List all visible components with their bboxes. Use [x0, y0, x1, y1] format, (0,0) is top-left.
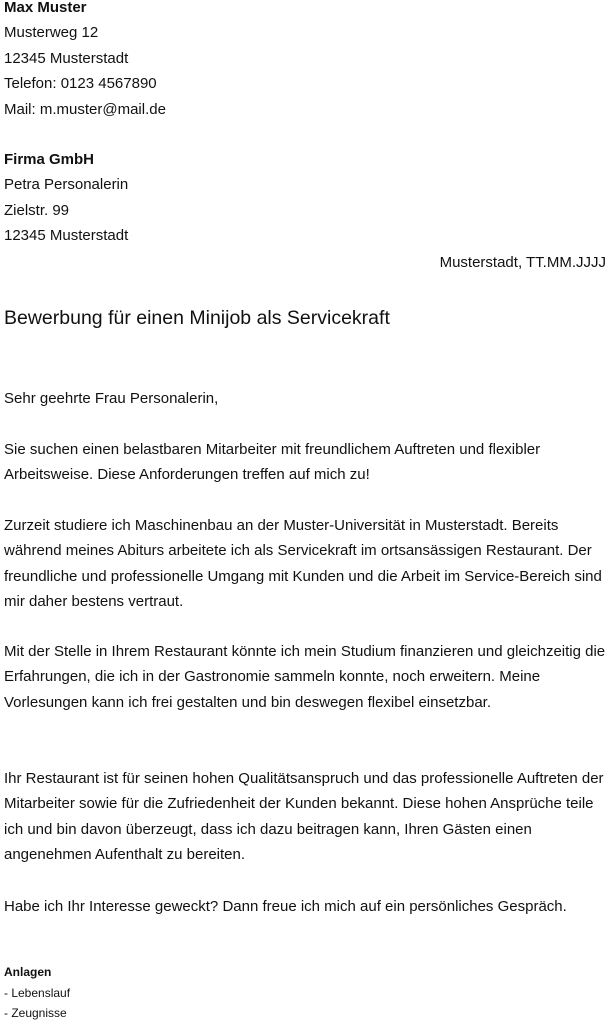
salutation: Sehr geehrte Frau Personalerin, — [4, 390, 219, 407]
attachment-item: - Zeugnisse — [4, 1006, 67, 1020]
body-paragraph-3: Mit der Stelle in Ihrem Restaurant könnte ich mein Studium finanzieren und gleichzeitig die Erfahrungen, die ich in der Gastronomie sammeln konnte, noch erweitern. Meine Vorlesungen kann ich frei gestalten und bin deswegen flexibel einsetzbar. — [4, 643, 606, 711]
recipient-street: Zielstr. 99 — [4, 201, 70, 219]
sender-street: Musterweg 12 — [4, 24, 99, 42]
body-paragraph-4: Ihr Restaurant ist für seinen hohen Qualitätsanspruch und das professionelle Auftreten der Mitarbeiter sowie für die Zufriedenheit der Kunden bekannt. Diese hohen Ansprüche teile ich und bin davon überzeugt, dass ich dazu beitragen kann, Ihren Gästen einen angenehmen Aufenthalt zu bereiten. — [4, 770, 604, 864]
attachments-heading: Anlagen — [4, 965, 52, 979]
sender-address — [4, 0, 166, 122]
recipient-company: Firma GmbH — [4, 151, 95, 168]
recipient-contact: Petra Personalerin — [4, 176, 129, 194]
body-paragraph-2: Zurzeit studiere ich Maschinenbau an der Muster-Universität in Musterstadt. Bereits während meines Abiturs arbeitete ich als Servicekraft im ortsansässigen Restaurant. Der freundliche und professionelle Umgang mit Kunden und die Arbeit im Service-Bereich sind mir daher bestens vertraut. — [4, 517, 602, 611]
letter-subject: Bewerbung für einen Minijob als Servicekraft — [4, 307, 390, 329]
sender-mail: Mail: m.muster@mail.de — [4, 100, 166, 118]
body-paragraph-5: Habe ich Ihr Interesse geweckt? Dann freue ich mich auf ein persönliches Gespräch. — [4, 898, 567, 915]
attachment-item: - Lebenslauf — [4, 985, 71, 1000]
attachments — [4, 962, 70, 1024]
letter-date: Musterstadt, TT.MM.JJJJ — [439, 254, 606, 271]
sender-city: 12345 Musterstadt — [4, 49, 129, 67]
recipient-address — [4, 147, 128, 249]
sender-name: Max Muster — [4, 0, 87, 16]
recipient-city: 12345 Musterstadt — [4, 227, 129, 245]
sender-phone: Telefon: 0123 4567890 — [4, 75, 157, 93]
body-paragraph-1: Sie suchen einen belastbaren Mitarbeiter mit freundlichem Auftreten und flexibler Arbeitsweise. Diese Anforderungen treffen auf mich zu! — [4, 441, 541, 484]
